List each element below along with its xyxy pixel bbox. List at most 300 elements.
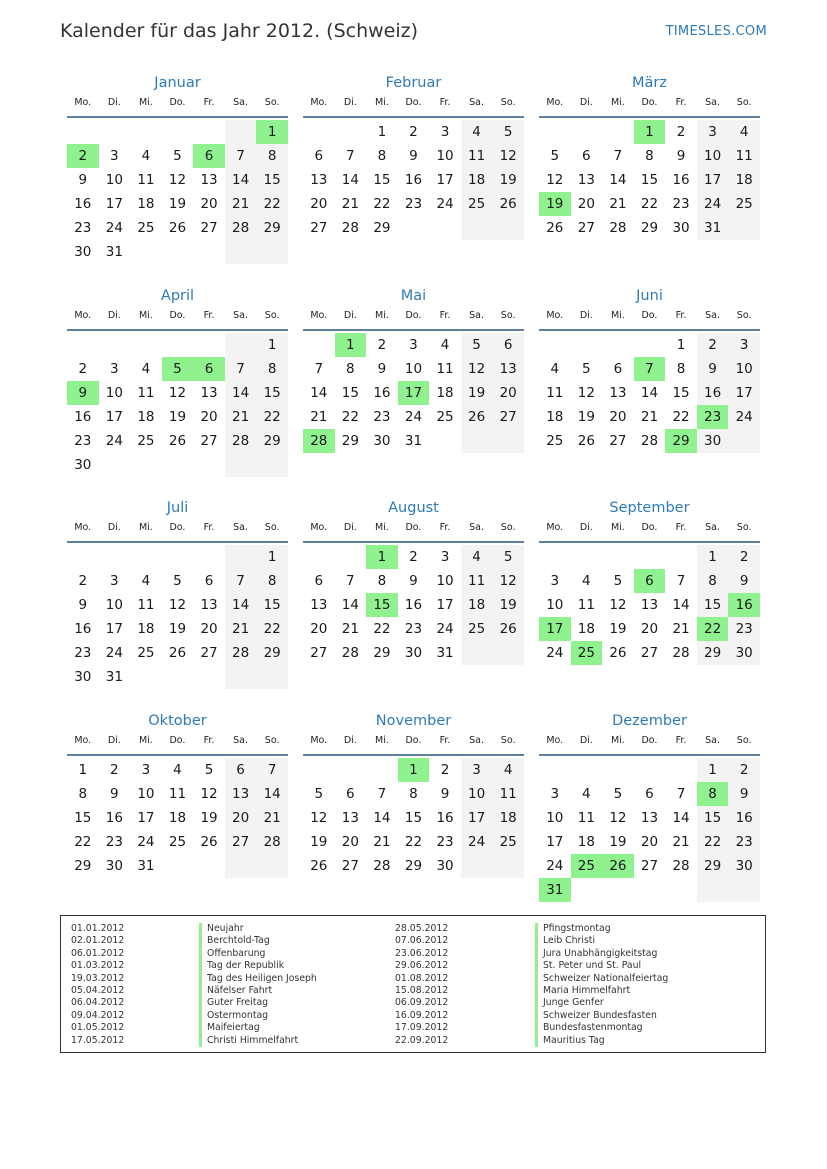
holiday-date: 28.05.2012 — [395, 923, 449, 934]
day-cell: 25 — [461, 617, 493, 641]
month-block — [303, 72, 524, 240]
empty-cell — [193, 333, 225, 357]
day-cell: 7 — [346, 148, 355, 164]
empty-cell — [162, 333, 194, 357]
weekday-label: Do. — [641, 310, 658, 321]
weekday-label: Sa. — [705, 735, 721, 746]
holiday-name: Mauritius Tag — [535, 1035, 668, 1047]
empty-cell — [99, 120, 131, 144]
day-cell: 13 — [200, 385, 218, 401]
day-cell: 28 — [609, 220, 627, 236]
month-block — [539, 285, 760, 453]
day-cell: 16 — [373, 385, 391, 401]
day-cell: 20 — [492, 381, 524, 405]
holiday-name: Christi Himmelfahrt — [199, 1035, 317, 1047]
day-cell: 12 — [609, 810, 627, 826]
empty-cell — [335, 545, 367, 569]
day-cell: 20 — [609, 409, 627, 425]
day-cell: 23 — [373, 409, 391, 425]
empty-cell — [225, 240, 257, 264]
day-cell: 30 — [728, 854, 760, 878]
day-cell: 8 — [697, 782, 729, 806]
weekday-label: Di. — [343, 522, 357, 533]
day-cell: 8 — [78, 786, 88, 802]
empty-cell — [571, 758, 603, 782]
day-cell: 27 — [492, 405, 524, 429]
day-cell: 13 — [310, 172, 328, 188]
day-cell: 11 — [546, 385, 564, 401]
holiday-date: 17.09.2012 — [395, 1022, 449, 1034]
day-cell: 25 — [137, 433, 155, 449]
day-cell: 21 — [225, 192, 257, 216]
day-cell: 3 — [409, 337, 418, 353]
holiday-dates-right — [395, 923, 448, 1047]
holiday-date: 01.08.2012 — [395, 972, 449, 984]
weekday-label: Mi. — [138, 310, 153, 321]
brand-link[interactable]: TIMESLES.COM — [665, 24, 767, 39]
weekday-label: So. — [500, 310, 516, 321]
day-cell: 14 — [256, 782, 288, 806]
weekday-label: Mi. — [610, 522, 625, 533]
weekday-label: So. — [736, 97, 752, 108]
weekday-label: Fr. — [675, 735, 687, 746]
day-cell: 22 — [341, 409, 359, 425]
month-name: Januar — [154, 75, 201, 91]
empty-cell — [256, 854, 288, 878]
day-cell: 24 — [436, 621, 454, 637]
header-rule — [303, 541, 524, 543]
empty-cell — [634, 545, 666, 569]
day-cell: 23 — [697, 405, 729, 429]
day-cell: 9 — [67, 381, 99, 405]
day-cell: 27 — [200, 220, 218, 236]
day-cell: 10 — [105, 385, 123, 401]
day-cell: 21 — [225, 405, 257, 429]
day-cell: 22 — [697, 830, 729, 854]
day-cell: 10 — [436, 573, 454, 589]
day-cell: 12 — [492, 144, 524, 168]
day-cell: 6 — [193, 144, 225, 168]
weekday-header — [67, 309, 288, 325]
day-cell: 22 — [373, 621, 391, 637]
weekday-header — [539, 521, 760, 537]
day-cell: 21 — [341, 621, 359, 637]
weekday-header — [67, 734, 288, 750]
day-cell: 30 — [373, 433, 391, 449]
day-cell: 31 — [404, 433, 423, 449]
day-cell: 28 — [341, 220, 359, 236]
day-cell: 14 — [225, 381, 257, 405]
day-cell: 29 — [341, 433, 359, 449]
empty-cell — [162, 120, 194, 144]
day-cell: 6 — [645, 786, 654, 802]
day-cell: 7 — [346, 573, 355, 589]
day-cell: 6 — [582, 148, 591, 164]
empty-cell — [225, 665, 257, 689]
weekday-header — [539, 734, 760, 750]
weekday-label: Do. — [405, 735, 422, 746]
day-cell: 18 — [436, 385, 454, 401]
weekday-label: Do. — [169, 97, 186, 108]
empty-cell — [461, 429, 493, 453]
day-cell: 25 — [436, 409, 454, 425]
day-cell: 19 — [168, 196, 187, 212]
day-grid — [67, 333, 288, 477]
weekday-label: Mo. — [310, 97, 328, 108]
empty-cell — [67, 333, 99, 357]
weekday-label: Di. — [343, 310, 357, 321]
day-cell: 11 — [728, 144, 760, 168]
day-cell: 7 — [225, 144, 257, 168]
day-cell: 10 — [546, 597, 564, 613]
day-cell: 22 — [672, 409, 690, 425]
day-grid — [303, 758, 524, 878]
day-cell: 1 — [78, 762, 88, 778]
header-rule — [539, 754, 760, 756]
day-cell: 15 — [256, 593, 288, 617]
day-cell: 9 — [409, 573, 418, 589]
day-cell: 17 — [461, 806, 493, 830]
weekday-label: Fr. — [675, 310, 687, 321]
day-cell: 24 — [546, 645, 564, 661]
day-cell: 23 — [404, 196, 423, 212]
day-cell: 28 — [672, 645, 690, 661]
day-cell: 2 — [110, 762, 119, 778]
day-cell: 17 — [539, 617, 571, 641]
weekday-label: Sa. — [469, 310, 485, 321]
month-block — [539, 72, 760, 240]
day-cell: 12 — [310, 810, 328, 826]
day-cell: 19 — [310, 834, 328, 850]
day-cell: 23 — [672, 196, 690, 212]
day-cell: 25 — [492, 830, 524, 854]
day-cell: 4 — [550, 361, 560, 377]
day-cell: 26 — [461, 405, 493, 429]
day-cell: 3 — [550, 786, 560, 802]
day-grid — [67, 120, 288, 264]
day-cell: 25 — [137, 220, 155, 236]
day-cell: 9 — [440, 786, 450, 802]
weekday-label: Mo. — [546, 735, 564, 746]
weekday-label: Sa. — [233, 522, 249, 533]
day-cell: 4 — [141, 361, 151, 377]
day-cell: 7 — [676, 573, 686, 589]
empty-cell — [225, 120, 257, 144]
weekday-label: Mi. — [374, 310, 389, 321]
day-cell: 11 — [137, 385, 155, 401]
day-cell: 3 — [697, 120, 729, 144]
day-grid — [67, 758, 288, 878]
day-cell: 7 — [634, 357, 666, 381]
header-rule — [67, 116, 288, 118]
day-cell: 14 — [373, 810, 391, 826]
weekday-label: Do. — [169, 735, 186, 746]
day-cell: 26 — [546, 220, 564, 236]
day-cell: 3 — [440, 549, 450, 565]
day-cell: 6 — [492, 333, 524, 357]
day-cell: 17 — [137, 810, 155, 826]
day-cell: 30 — [404, 645, 423, 661]
day-cell: 2 — [409, 549, 418, 565]
day-cell: 1 — [697, 758, 729, 782]
day-cell: 9 — [409, 148, 418, 164]
empty-cell — [162, 665, 194, 689]
day-cell: 24 — [105, 645, 123, 661]
day-cell: 21 — [609, 196, 627, 212]
day-cell: 20 — [310, 196, 328, 212]
day-cell: 14 — [672, 597, 690, 613]
day-cell: 1 — [398, 758, 430, 782]
header-rule — [539, 541, 760, 543]
weekday-label: Di. — [579, 310, 593, 321]
day-cell: 16 — [74, 621, 92, 637]
day-cell: 13 — [200, 597, 218, 613]
day-cell: 24 — [436, 196, 454, 212]
day-cell: 12 — [168, 385, 187, 401]
weekday-header — [303, 521, 524, 537]
day-cell: 28 — [373, 858, 391, 874]
day-cell: 19 — [577, 409, 595, 425]
day-cell: 2 — [67, 144, 99, 168]
day-cell: 23 — [728, 617, 760, 641]
holiday-name: Schweizer Nationalfeiertag — [535, 973, 668, 985]
day-cell: 15 — [341, 385, 359, 401]
day-cell: 6 — [193, 357, 225, 381]
weekday-label: Sa. — [233, 310, 249, 321]
day-cell: 20 — [640, 834, 659, 850]
empty-cell — [67, 545, 99, 569]
day-cell: 31 — [697, 216, 729, 240]
day-cell: 29 — [665, 429, 697, 453]
header-rule — [539, 116, 760, 118]
day-grid — [303, 333, 524, 453]
day-cell: 15 — [672, 385, 690, 401]
empty-cell — [571, 333, 603, 357]
empty-cell — [225, 545, 257, 569]
day-cell: 3 — [110, 573, 119, 589]
day-cell: 7 — [256, 758, 288, 782]
day-cell: 21 — [672, 621, 690, 637]
empty-cell — [539, 758, 571, 782]
empty-cell — [697, 878, 729, 902]
day-cell: 2 — [697, 333, 729, 357]
day-cell: 3 — [440, 124, 450, 140]
day-cell: 5 — [162, 357, 194, 381]
day-cell: 8 — [645, 148, 654, 164]
weekday-label: Fr. — [439, 522, 451, 533]
day-cell: 20 — [200, 621, 218, 637]
day-cell: 9 — [697, 357, 729, 381]
day-cell: 14 — [341, 172, 359, 188]
holiday-names-left — [199, 923, 317, 1047]
day-cell: 9 — [78, 597, 88, 613]
day-cell: 5 — [613, 786, 623, 802]
day-cell: 15 — [697, 806, 729, 830]
day-cell: 15 — [256, 168, 288, 192]
day-cell: 26 — [609, 645, 627, 661]
weekday-label: Di. — [343, 735, 357, 746]
weekday-label: Di. — [107, 97, 121, 108]
weekday-label: Do. — [169, 310, 186, 321]
month-block — [303, 710, 524, 878]
day-cell: 19 — [492, 593, 524, 617]
day-cell: 7 — [225, 357, 257, 381]
weekday-label: So. — [264, 310, 280, 321]
weekday-label: Di. — [107, 735, 121, 746]
day-cell: 13 — [225, 782, 257, 806]
day-cell: 24 — [546, 858, 564, 874]
weekday-label: Di. — [107, 310, 121, 321]
day-cell: 8 — [346, 361, 355, 377]
weekday-label: Mo. — [546, 97, 564, 108]
day-cell: 26 — [492, 617, 524, 641]
day-cell: 5 — [613, 573, 623, 589]
holiday-name: Jura Unabhängigkeitstag — [535, 948, 668, 960]
day-cell: 19 — [200, 810, 218, 826]
day-cell: 9 — [377, 361, 387, 377]
holiday-name: Näfelser Fahrt — [199, 985, 317, 997]
weekday-label: So. — [736, 522, 752, 533]
day-cell: 22 — [256, 617, 288, 641]
day-cell: 17 — [546, 834, 564, 850]
month-name: August — [388, 500, 439, 516]
day-cell: 29 — [640, 220, 659, 236]
day-cell: 23 — [74, 220, 92, 236]
day-cell: 16 — [728, 806, 760, 830]
empty-cell — [539, 545, 571, 569]
day-cell: 12 — [461, 357, 493, 381]
empty-cell — [130, 333, 162, 357]
day-cell: 4 — [173, 762, 182, 778]
day-cell: 31 — [137, 858, 155, 874]
empty-cell — [256, 240, 288, 264]
weekday-label: Fr. — [675, 97, 687, 108]
day-cell: 4 — [728, 120, 760, 144]
day-cell: 5 — [582, 361, 591, 377]
day-cell: 5 — [314, 786, 324, 802]
empty-cell — [303, 758, 335, 782]
weekday-label: Sa. — [233, 735, 249, 746]
day-cell: 22 — [256, 192, 288, 216]
day-cell: 10 — [728, 357, 760, 381]
day-cell: 27 — [640, 858, 659, 874]
day-cell: 25 — [728, 192, 760, 216]
day-cell: 21 — [256, 806, 288, 830]
month-name: November — [375, 713, 452, 729]
day-cell: 23 — [74, 433, 92, 449]
holiday-date: 19.03.2012 — [71, 972, 125, 984]
weekday-label: Do. — [641, 97, 658, 108]
day-cell: 17 — [105, 621, 123, 637]
day-cell: 28 — [341, 645, 359, 661]
day-cell: 13 — [341, 810, 359, 826]
day-cell: 27 — [609, 433, 627, 449]
weekday-label: Fr. — [675, 522, 687, 533]
day-cell: 2 — [676, 124, 686, 140]
weekday-label: Do. — [405, 97, 422, 108]
day-cell: 25 — [461, 192, 493, 216]
weekday-label: Do. — [641, 522, 658, 533]
empty-cell — [492, 854, 524, 878]
day-cell: 18 — [728, 168, 760, 192]
empty-cell — [602, 878, 634, 902]
day-cell: 16 — [697, 381, 729, 405]
day-cell: 13 — [640, 597, 659, 613]
weekday-label: So. — [500, 522, 516, 533]
day-cell: 5 — [492, 545, 524, 569]
day-cell: 18 — [137, 621, 155, 637]
weekday-label: Fr. — [203, 522, 215, 533]
weekday-label: Di. — [579, 97, 593, 108]
weekday-label: Mo. — [74, 310, 92, 321]
day-cell: 6 — [346, 786, 355, 802]
day-cell: 20 — [200, 196, 218, 212]
day-cell: 29 — [256, 641, 288, 665]
day-cell: 7 — [225, 569, 257, 593]
header-rule — [67, 541, 288, 543]
holiday-date: 01.01.2012 — [71, 923, 125, 934]
day-cell: 11 — [461, 569, 493, 593]
weekday-label: Di. — [579, 522, 593, 533]
day-cell: 13 — [492, 357, 524, 381]
empty-cell — [256, 453, 288, 477]
day-cell: 14 — [609, 172, 627, 188]
day-cell: 31 — [436, 645, 454, 661]
holiday-date: 01.05.2012 — [71, 1022, 125, 1034]
day-cell: 6 — [314, 148, 324, 164]
empty-cell — [335, 120, 367, 144]
day-grid — [539, 758, 760, 902]
empty-cell — [728, 429, 760, 453]
day-cell: 16 — [74, 409, 92, 425]
empty-cell — [303, 333, 335, 357]
empty-cell — [571, 120, 603, 144]
day-cell: 5 — [550, 148, 560, 164]
day-cell: 17 — [398, 381, 430, 405]
holiday-date: 22.09.2012 — [395, 1034, 449, 1046]
day-cell: 30 — [74, 244, 92, 260]
weekday-label: Mo. — [546, 522, 564, 533]
empty-cell — [99, 333, 131, 357]
day-cell: 8 — [409, 786, 418, 802]
empty-cell — [99, 453, 131, 477]
holiday-names-right — [535, 923, 668, 1047]
day-cell: 7 — [676, 786, 686, 802]
day-cell: 18 — [137, 196, 155, 212]
weekday-label: Mo. — [310, 522, 328, 533]
day-cell: 3 — [110, 148, 119, 164]
day-grid — [539, 545, 760, 665]
day-cell: 18 — [461, 593, 493, 617]
day-cell: 6 — [634, 569, 666, 593]
empty-cell — [130, 453, 162, 477]
day-cell: 24 — [105, 220, 123, 236]
day-cell: 31 — [539, 878, 571, 902]
month-block — [539, 710, 760, 902]
day-cell: 28 — [303, 429, 335, 453]
empty-cell — [634, 333, 666, 357]
page-title: Kalender für das Jahr 2012. (Schweiz) — [60, 20, 419, 42]
day-cell: 21 — [341, 196, 359, 212]
empty-cell — [571, 878, 603, 902]
day-cell: 19 — [461, 381, 493, 405]
month-name: April — [160, 288, 195, 304]
day-cell: 25 — [571, 641, 603, 665]
day-cell: 30 — [672, 220, 690, 236]
day-cell: 16 — [672, 172, 690, 188]
day-cell: 4 — [461, 545, 493, 569]
day-cell: 7 — [613, 148, 623, 164]
